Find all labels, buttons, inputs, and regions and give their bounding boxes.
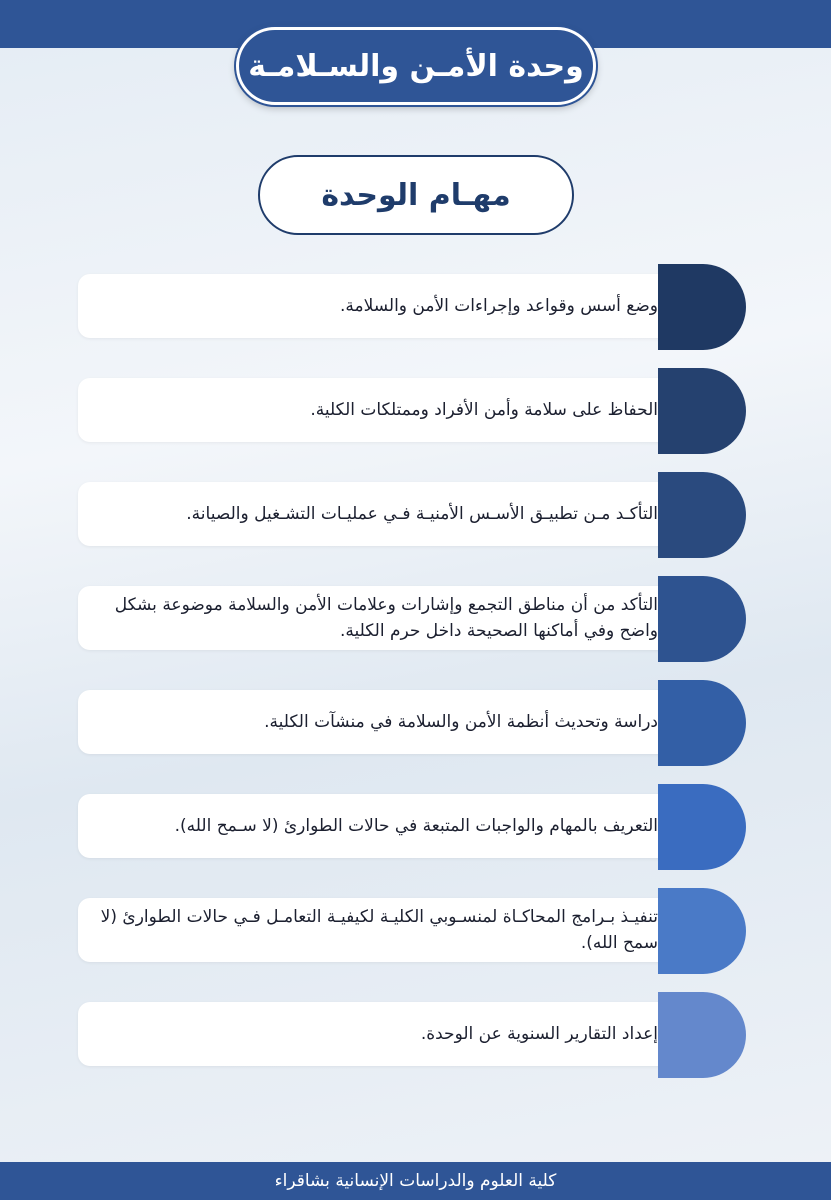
task-text: دراسة وتحديث أنظمة الأمن والسلامة في منشآت الكلية. bbox=[264, 712, 658, 732]
task-item bbox=[78, 992, 746, 1078]
task-text: وضع أسس وقواعد وإجراءات الأمن والسلامة. bbox=[339, 296, 658, 316]
task-item bbox=[78, 784, 746, 870]
task-text: تنفيـذ بـرامج المحاكـاة لمنسـوبي الكليـة لكيفيـة التعامـل فـي حالات الطوارئ (لا سمح الله). bbox=[100, 907, 658, 953]
task-item bbox=[78, 368, 746, 454]
task-text: التعريف بالمهام والواجبات المتبعة في حالات الطوارئ (لا سـمح الله). bbox=[174, 816, 658, 836]
page-title-text: وحدة الأمـن والسـلامـة bbox=[248, 48, 584, 84]
task-tab bbox=[658, 992, 746, 1078]
task-tab bbox=[658, 680, 746, 766]
task-item bbox=[78, 576, 746, 662]
task-tab bbox=[658, 472, 746, 558]
task-item bbox=[78, 888, 746, 974]
task-item bbox=[78, 680, 746, 766]
task-tab bbox=[658, 576, 746, 662]
section-title bbox=[258, 155, 574, 235]
task-text: الحفاظ على سلامة وأمن الأفراد وممتلكات الكلية. bbox=[310, 400, 658, 420]
task-text: التأكـد مـن تطبيـق الأسـس الأمنيـة فـي عمليـات التشـغيل والصيانة. bbox=[186, 504, 658, 524]
task-text: إعداد التقارير السنوية عن الوحدة. bbox=[420, 1024, 658, 1044]
task-text: التأكد من أن مناطق التجمع وإشارات وعلامات الأمن والسلامة موضوعة بشكل واضح وفي أماكنها الصحيحة داخل حرم الكلية. bbox=[114, 595, 658, 641]
task-tab bbox=[658, 784, 746, 870]
task-tab bbox=[658, 264, 746, 350]
footer-text: كلية العلوم والدراسات الإنسانية بشاقراء bbox=[274, 1171, 557, 1191]
section-title-text: مهـام الوحدة bbox=[321, 177, 511, 213]
footer-bar bbox=[0, 1162, 831, 1200]
task-tab bbox=[658, 888, 746, 974]
task-tab bbox=[658, 368, 746, 454]
task-item bbox=[78, 264, 746, 350]
page-title bbox=[236, 27, 596, 105]
task-item bbox=[78, 472, 746, 558]
